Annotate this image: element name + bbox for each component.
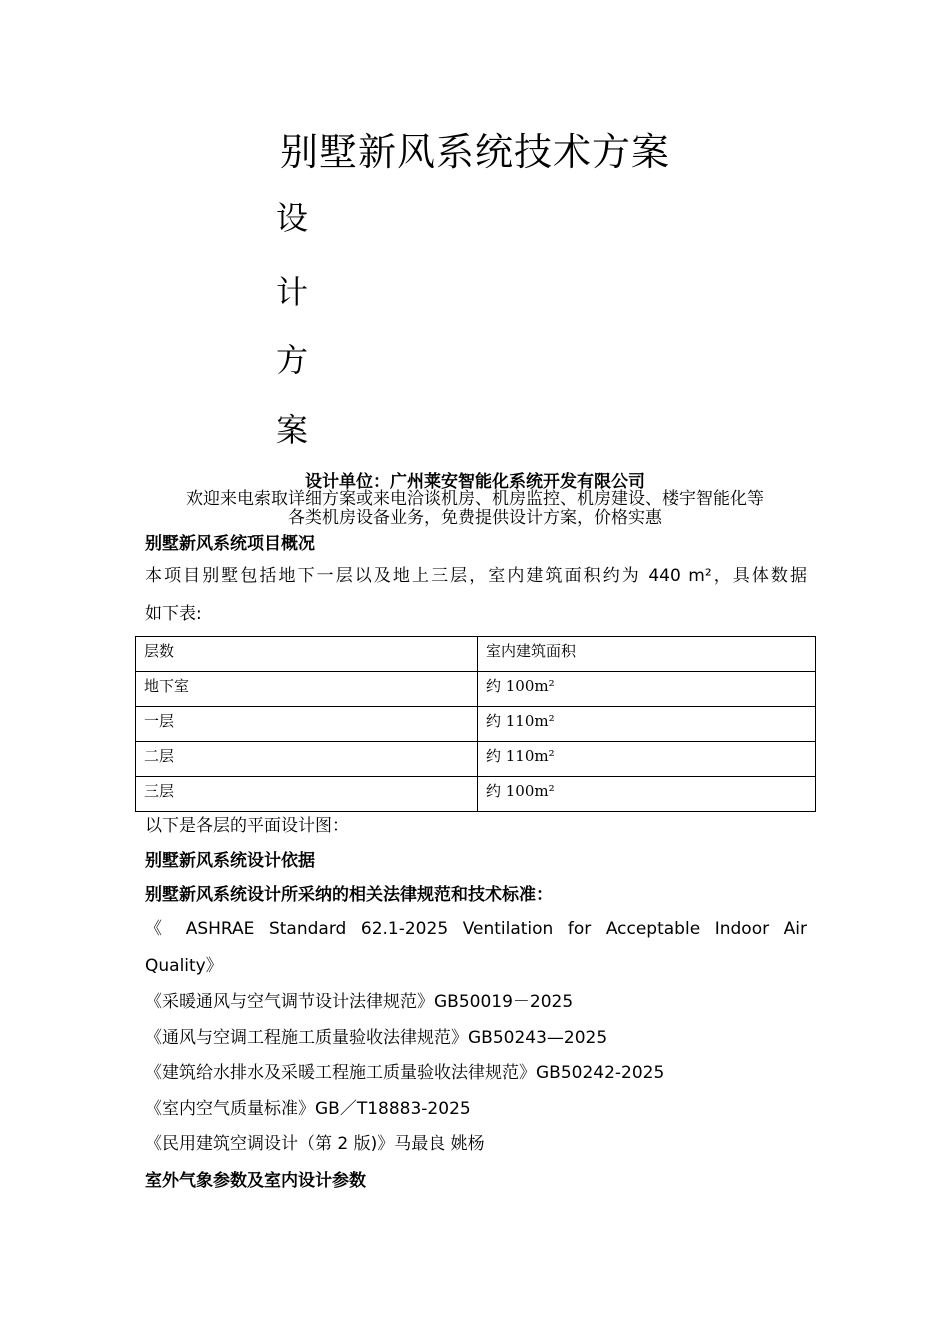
document-title: 别墅新风系统技术方案 — [279, 130, 670, 174]
overview-paragraph-line-2: 如下表: — [145, 604, 202, 624]
section-heading-basis: 别墅新风系统设计依据 — [145, 851, 315, 871]
design-company: 设计单位：广州莱安智能化系统开发有限公司 — [305, 472, 645, 492]
vertical-char-2: 计 — [276, 273, 309, 311]
section-heading-climate: 室外气象参数及室内设计参数 — [145, 1171, 366, 1191]
table-cell: 约 110m² — [478, 742, 816, 777]
reference-book: 《民用建筑空调设计（第 2 版)》马最良 姚杨 — [145, 1134, 485, 1154]
promo-line-1: 欢迎来电索取详细方案或来电洽谈机房、机房监控、机房建设、楼宇智能化等 — [186, 489, 764, 509]
table-cell: 约 100m² — [478, 777, 816, 812]
standard-gb50243: 《通风与空调工程施工质量验收法律规范》GB50243—2025 — [145, 1028, 608, 1048]
table-header-cell: 层数 — [136, 637, 478, 672]
floor-plan-intro: 以下是各层的平面设计图： — [145, 816, 349, 836]
vertical-char-1: 设 — [276, 199, 309, 237]
overview-paragraph-line-1: 本项目别墅包括地下一层以及地上三层，室内建筑面积约为 440 m²，具体数据 — [145, 566, 807, 586]
standard-gb50242: 《建筑给水排水及采暖工程施工质量验收法律规范》GB50242-2025 — [145, 1063, 665, 1083]
table-row — [136, 707, 816, 742]
standard-gb-t18883: 《室内空气质量标准》GB／T18883-2025 — [145, 1099, 471, 1119]
floor-area-table — [135, 636, 816, 812]
table-cell: 一层 — [136, 707, 478, 742]
table-row — [136, 672, 816, 707]
table-cell: 约 110m² — [478, 707, 816, 742]
table-row — [136, 777, 816, 812]
table-header-cell: 室内建筑面积 — [478, 637, 816, 672]
vertical-char-3: 方 — [276, 341, 309, 379]
table-row — [136, 742, 816, 777]
promo-text — [130, 490, 820, 528]
table-header-row — [136, 637, 816, 672]
table-cell: 地下室 — [136, 672, 478, 707]
section-heading-overview: 别墅新风系统项目概况 — [145, 534, 315, 554]
table-cell: 二层 — [136, 742, 478, 777]
standard-ashrae-line-1: 《 ASHRAE Standard 62.1-2025 Ventilation for Acceptable Indoor Air — [145, 919, 807, 939]
vertical-char-4: 案 — [276, 411, 309, 449]
promo-line-2: 各类机房设备业务，免费提供设计方案，价格实惠 — [288, 508, 662, 528]
standard-gb50019: 《采暖通风与空气调节设计法律规范》GB50019－2025 — [145, 992, 574, 1012]
table-cell: 约 100m² — [478, 672, 816, 707]
table-cell: 三层 — [136, 777, 478, 812]
standards-subheading: 别墅新风系统设计所采纳的相关法律规范和技术标准： — [145, 885, 553, 905]
standard-ashrae-line-2: Quality》 — [145, 956, 223, 976]
